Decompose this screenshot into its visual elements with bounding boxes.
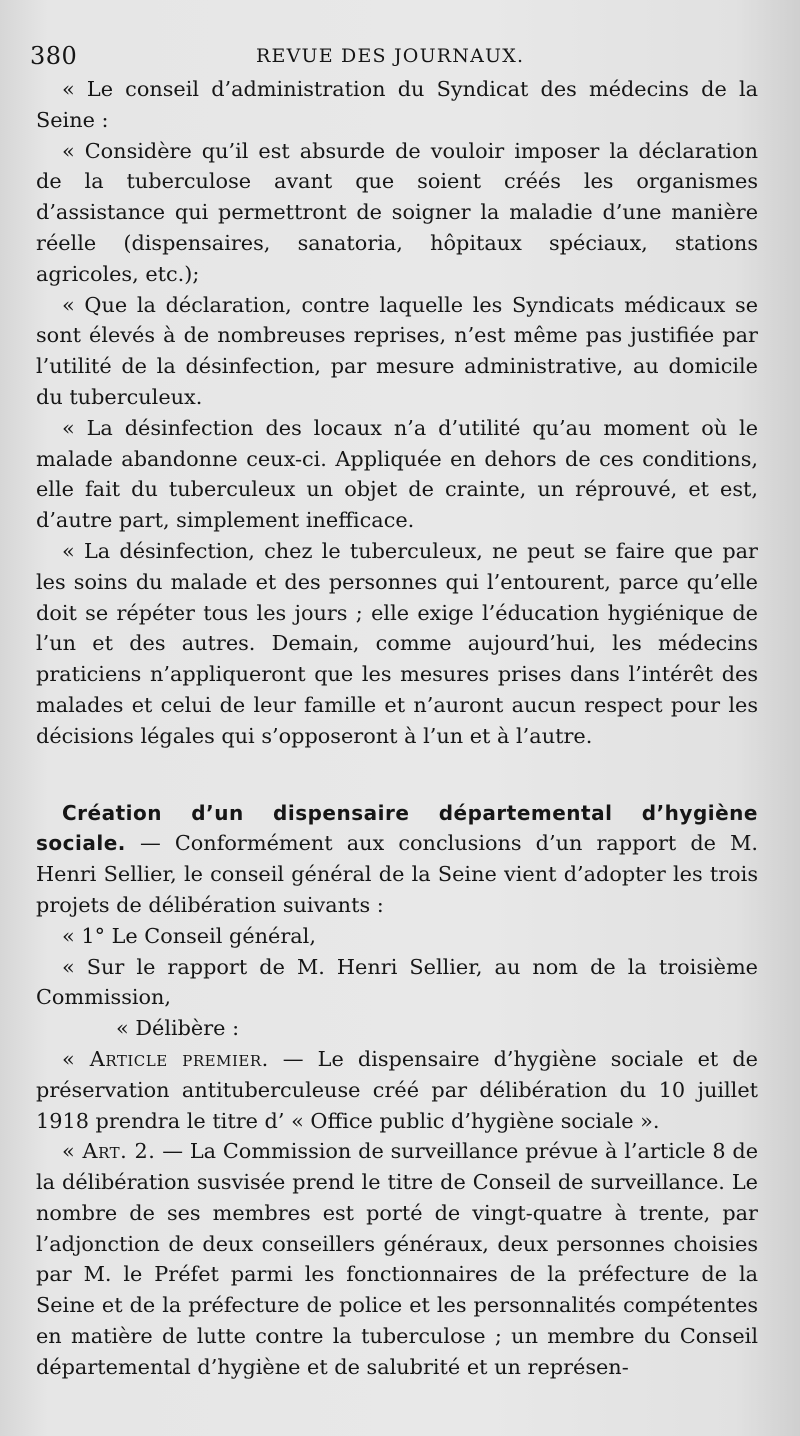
paragraph: « La désinfection, chez le tuberculeux, ne peut se faire que par les soins du malade et des personnes qui l’entourent, parce qu’elle doit se répéter tous les jours ; elle exige l’éducation hygiénique de l’un et des autres. Demain, comme aujourd’hui, les médecins praticiens n’appliqueront que les mesures prises dans l’intérêt des malades et celui de leur famille et n’auront aucun respect pour les décisions légales qui s’opposeront à l’un et à l’autre. xyxy=(36,538,758,748)
article-paragraph xyxy=(36,1044,758,1136)
paragraph: « Que la déclaration, contre laquelle les Syndicats médicaux se sont élevés à de nombreuses reprises, n’est même pas justifiée par l’utilité de la désinfection, par mesure administrative, au domicile du tuberculeux. xyxy=(36,292,758,409)
paragraph: « Considère qu’il est absurde de vouloir imposer la déclaration de la tuberculose avant que soient créés les organismes d’assistance qui permettront de soigner la maladie d’une manière réelle (dispensaires, sanatoria, hôpitaux spéciaux, stations agricoles, etc.); xyxy=(36,138,758,286)
paragraph: « Délibère : xyxy=(116,1016,240,1041)
section-gap xyxy=(36,752,758,798)
article-paragraph xyxy=(36,1136,758,1382)
article-text: — La Commission de surveillance prévue à l’article 8 de la délibération susvisée prend le titre de Conseil de surveillance. Le nombre de ses membres est porté de vingt-quatre à trente, par l’adjonction de deux conseillers généraux, deux personnes choisies par M. le Préfet parmi les fonctionnaires de la préfecture de la Seine et de la préfecture de police et les personnalités compétentes en matière de lutte contre la tuberculose ; un membre du Conseil départemental d’hygiène et de salubrité et un représen- xyxy=(36,1139,758,1379)
article-text: — Le dispensaire d’hygiène sociale et de préservation antituberculeuse créé par délibération du 10 juillet 1918 prendra le titre d’ « Office public d’hygiène sociale ». xyxy=(36,1046,758,1133)
journal-title: REVUE DES JOURNAUX. xyxy=(256,45,525,67)
body-text xyxy=(36,74,758,1383)
paragraph: « La désinfection des locaux n’a d’utilité qu’au moment où le malade abandonne ceux-ci. Appliquée en dehors de ces conditions, elle fait du tuberculeux un objet de crainte, un réprouvé, et est, d’autre part, simplement inefficace. xyxy=(36,415,758,533)
section-intro: — Conformément aux conclusions d’un rapport de M. Henri Sellier, le conseil général de la Seine vient d’adopter les trois projets de délibération suivants : xyxy=(36,831,758,917)
paragraph: « Sur le rapport de M. Henri Sellier, au nom de la troisième Commission, xyxy=(36,954,758,1010)
article-label: « Article premier. xyxy=(62,1046,269,1071)
article-label: « Art. 2. xyxy=(62,1139,156,1164)
paragraph: « 1° Le Conseil général, xyxy=(62,923,316,948)
page-number: 380 xyxy=(30,42,78,70)
section-title: Création d’un dispensaire départemental d’hygiène sociale. xyxy=(36,800,758,856)
section-paragraph xyxy=(36,798,758,921)
running-head xyxy=(30,28,758,74)
paragraph: « Le conseil d’administration du Syndicat des médecins de la Seine : xyxy=(36,77,758,132)
